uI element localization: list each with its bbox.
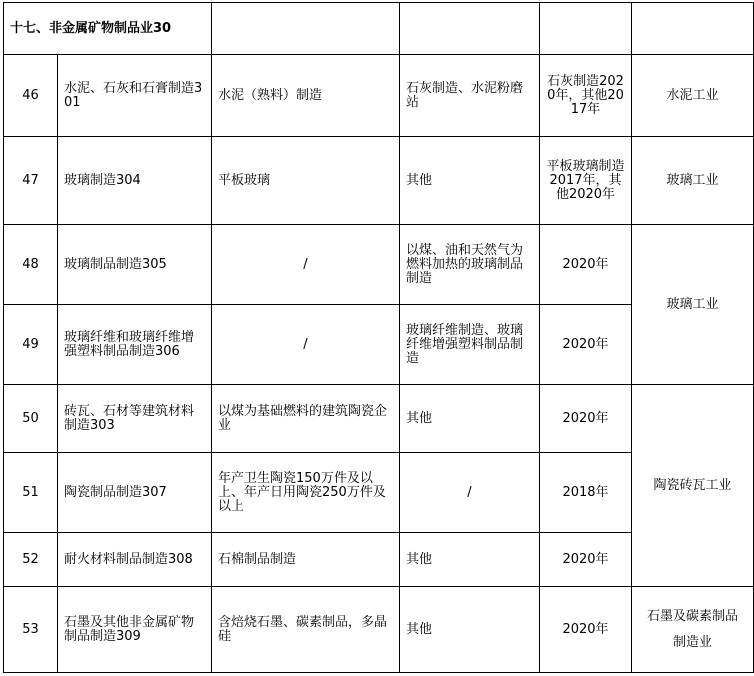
process-cell: 其他 xyxy=(400,533,540,587)
industry-cell: 耐火材料制品制造308 xyxy=(58,533,212,587)
industry-cell: 陶瓷制品制造307 xyxy=(58,453,212,533)
industry-cell: 玻璃制品制造305 xyxy=(58,225,212,305)
row-number: 49 xyxy=(4,305,58,385)
sector-group-cell: 玻璃工业 xyxy=(632,137,754,225)
process-cell: 以煤、油和天然气为燃料加热的玻璃制品制造 xyxy=(400,225,540,305)
table-row xyxy=(4,225,754,305)
industry-cell: 石墨及其他非金属矿物制品制造309 xyxy=(58,587,212,673)
process-cell: 石灰制造、水泥粉磨站 xyxy=(400,55,540,137)
section-title: 十七、非金属矿物制品业30 xyxy=(4,3,212,55)
process-cell: 其他 xyxy=(400,587,540,673)
deadline-cell: 2020年 xyxy=(540,587,632,673)
section-header-row xyxy=(4,3,754,55)
sector-group-cell: 水泥工业 xyxy=(632,55,754,137)
empty-cell xyxy=(540,3,632,55)
process-cell: 玻璃纤维制造、玻璃纤维增强塑料制品制造 xyxy=(400,305,540,385)
deadline-cell: 2020年 xyxy=(540,385,632,453)
product-cell: 含焙烧石墨、碳素制品，多晶硅 xyxy=(212,587,400,673)
deadline-cell: 石灰制造2020年，其他2017年 xyxy=(540,55,632,137)
sector-group-cell: 陶瓷砖瓦工业 xyxy=(632,385,754,587)
process-cell: / xyxy=(400,453,540,533)
product-cell: 水泥（熟料）制造 xyxy=(212,55,400,137)
row-number: 50 xyxy=(4,385,58,453)
deadline-cell: 2018年 xyxy=(540,453,632,533)
product-cell: 以煤为基础燃料的建筑陶瓷企业 xyxy=(212,385,400,453)
row-number: 51 xyxy=(4,453,58,533)
process-cell: 其他 xyxy=(400,137,540,225)
row-number: 48 xyxy=(4,225,58,305)
deadline-cell: 2020年 xyxy=(540,225,632,305)
table-row xyxy=(4,385,754,453)
empty-cell xyxy=(212,3,400,55)
product-cell: / xyxy=(212,305,400,385)
process-cell: 其他 xyxy=(400,385,540,453)
industry-cell: 砖瓦、石材等建筑材料制造303 xyxy=(58,385,212,453)
sector-group-cell: 玻璃工业 xyxy=(632,225,754,385)
table-row xyxy=(4,55,754,137)
product-cell: 年产卫生陶瓷150万件及以上、年产日用陶瓷250万件及以上 xyxy=(212,453,400,533)
permit-table xyxy=(3,2,754,673)
deadline-cell: 平板玻璃制造2017年，其他2020年 xyxy=(540,137,632,225)
deadline-cell: 2020年 xyxy=(540,533,632,587)
empty-cell xyxy=(632,3,754,55)
table-row xyxy=(4,587,754,673)
product-cell: / xyxy=(212,225,400,305)
product-cell: 石棉制品制造 xyxy=(212,533,400,587)
deadline-cell: 2020年 xyxy=(540,305,632,385)
industry-cell: 玻璃制造304 xyxy=(58,137,212,225)
row-number: 52 xyxy=(4,533,58,587)
sector-group-cell xyxy=(632,587,754,673)
product-cell: 平板玻璃 xyxy=(212,137,400,225)
row-number: 53 xyxy=(4,587,58,673)
empty-cell xyxy=(400,3,540,55)
row-number: 46 xyxy=(4,55,58,137)
industry-cell: 水泥、石灰和石膏制造301 xyxy=(58,55,212,137)
industry-cell: 玻璃纤维和玻璃纤维增强塑料制品制造306 xyxy=(58,305,212,385)
table-row xyxy=(4,137,754,225)
sector-group-line: 石墨及碳素制品 xyxy=(646,608,738,624)
sector-group-line: 制造业 xyxy=(672,634,712,650)
row-number: 47 xyxy=(4,137,58,225)
